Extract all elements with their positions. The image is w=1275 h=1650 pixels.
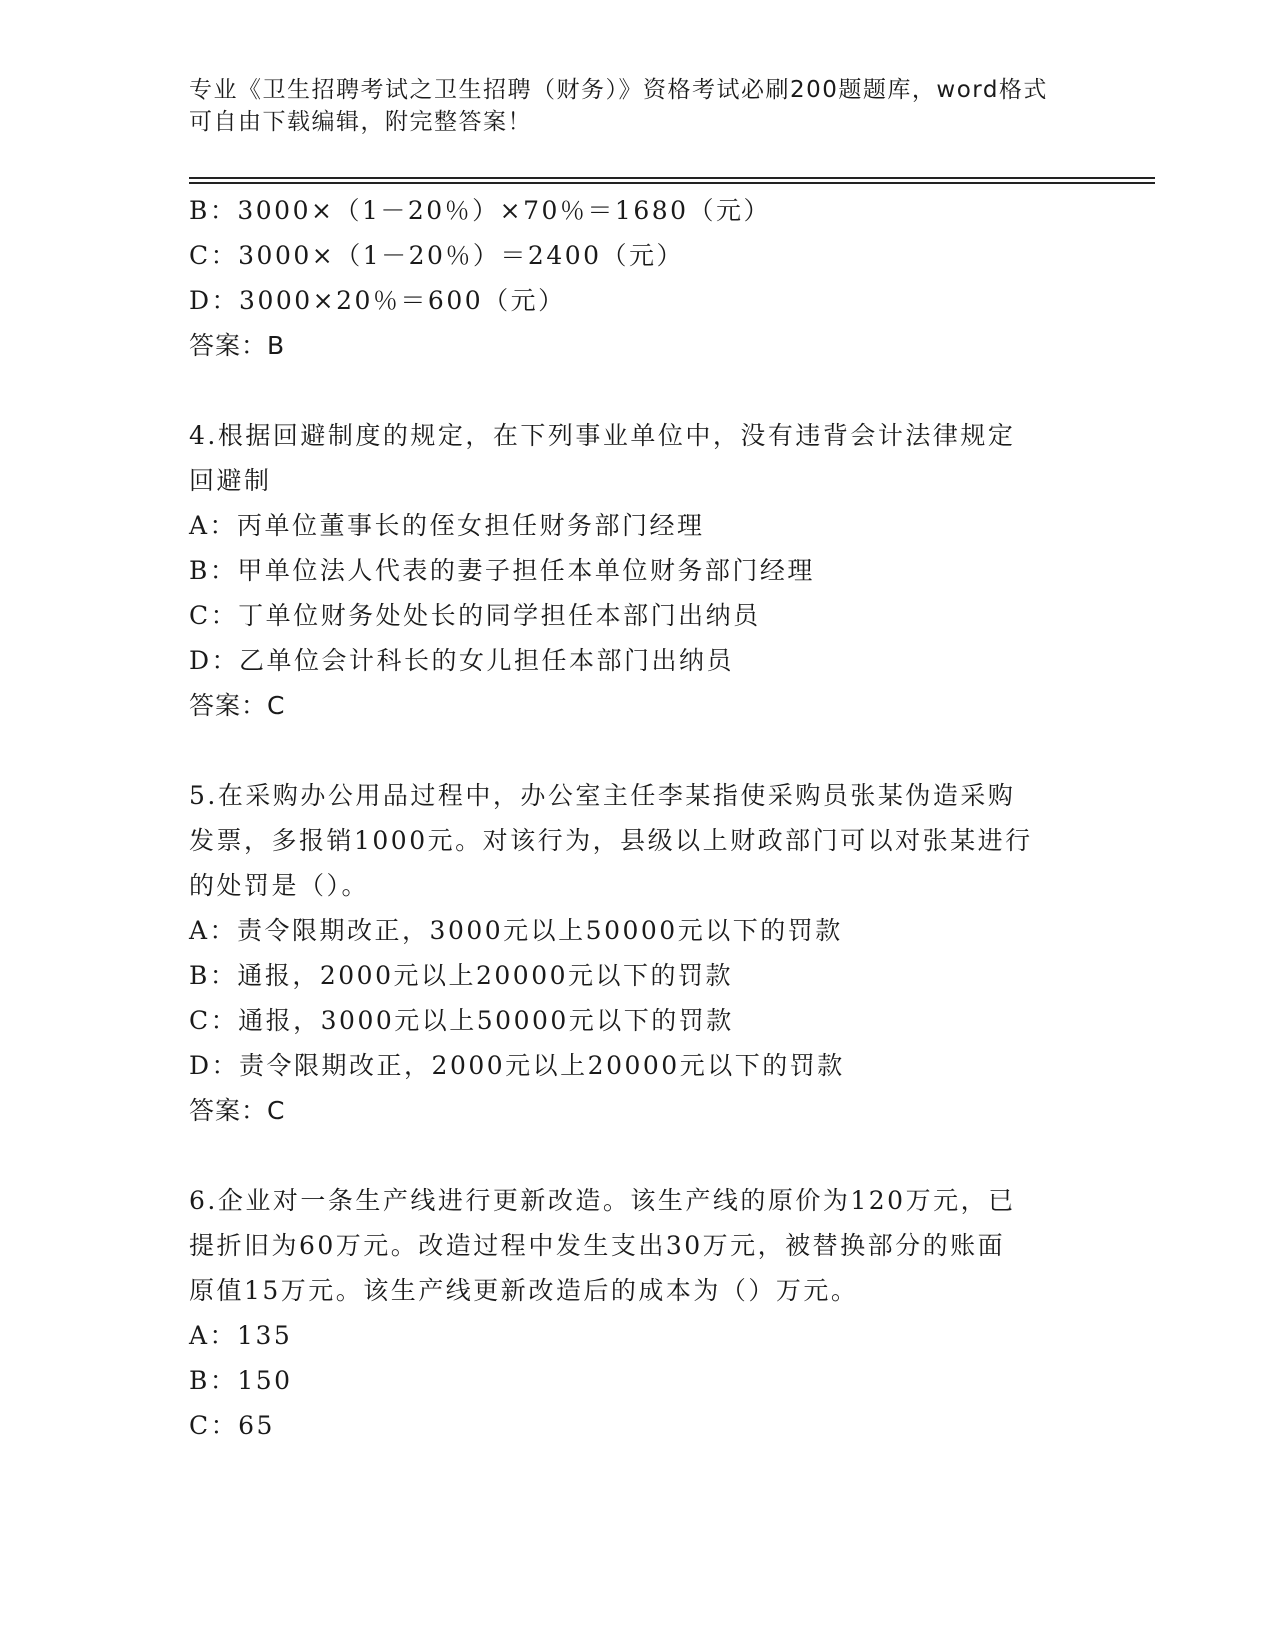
- option-b: B：通报，2000元以上20000元以下的罚款: [189, 961, 734, 990]
- option-d: D：责令限期改正，2000元以上20000元以下的罚款: [189, 1051, 845, 1080]
- question-4: [189, 413, 1089, 728]
- option-b: B：甲单位法人代表的妻子担任本单位财务部门经理: [189, 556, 815, 585]
- question-stem: 提折旧为60万元。改造过程中发生支出30万元，被替换部分的账面: [189, 1231, 1006, 1260]
- question-3: [189, 188, 1089, 368]
- question-5: [189, 773, 1089, 1133]
- question-stem: 的处罚是（）。: [189, 871, 370, 900]
- option-b: B：3000×（1－20％）×70％＝1680（元）: [189, 196, 772, 225]
- option-c: C：通报，3000元以上50000元以下的罚款: [189, 1006, 734, 1035]
- question-stem: 6.企业对一条生产线进行更新改造。该生产线的原价为120万元，已: [189, 1186, 1016, 1215]
- question-stem: 4.根据回避制度的规定，在下列事业单位中，没有违背会计法律规定: [189, 421, 1016, 450]
- option-a: A：丙单位董事长的侄女担任财务部门经理: [189, 511, 705, 540]
- question-6: [189, 1178, 1089, 1448]
- question-list: [189, 188, 1089, 1448]
- answer-line: 答案：C: [189, 691, 286, 720]
- question-stem: 原值15万元。该生产线更新改造后的成本为（）万元。: [189, 1276, 859, 1305]
- answer-line: 答案：B: [189, 331, 286, 360]
- option-c: C：3000×（1－20％）＝2400（元）: [189, 241, 685, 270]
- option-a: A：135: [189, 1321, 293, 1350]
- option-d: D：乙单位会计科长的女儿担任本部门出纳员: [189, 646, 735, 675]
- header-divider-bottom: [189, 182, 1155, 184]
- header-title-line-1: 专业《卫生招聘考试之卫生招聘（财务）》资格考试必刷200题题库，word格式: [189, 77, 1048, 103]
- header-title-line-2: 可自由下载编辑，附完整答案！: [189, 109, 532, 135]
- answer-line: 答案：C: [189, 1096, 286, 1125]
- question-stem: 回避制: [189, 466, 272, 495]
- document-header: [189, 74, 1089, 138]
- option-c: C：65: [189, 1411, 275, 1440]
- spacer: [189, 728, 1089, 773]
- question-stem: 5.在采购办公用品过程中，办公室主任李某指使采购员张某伪造采购: [189, 781, 1016, 810]
- spacer: [189, 1133, 1089, 1178]
- question-stem: 发票，多报销1000元。对该行为，县级以上财政部门可以对张某进行: [189, 826, 1033, 855]
- option-b: B：150: [189, 1366, 293, 1395]
- option-c: C：丁单位财务处处长的同学担任本部门出纳员: [189, 601, 761, 630]
- option-a: A：责令限期改正，3000元以上50000元以下的罚款: [189, 916, 843, 945]
- option-d: D：3000×20％＝600（元）: [189, 286, 566, 315]
- spacer: [189, 368, 1089, 413]
- header-divider-top: [189, 177, 1155, 179]
